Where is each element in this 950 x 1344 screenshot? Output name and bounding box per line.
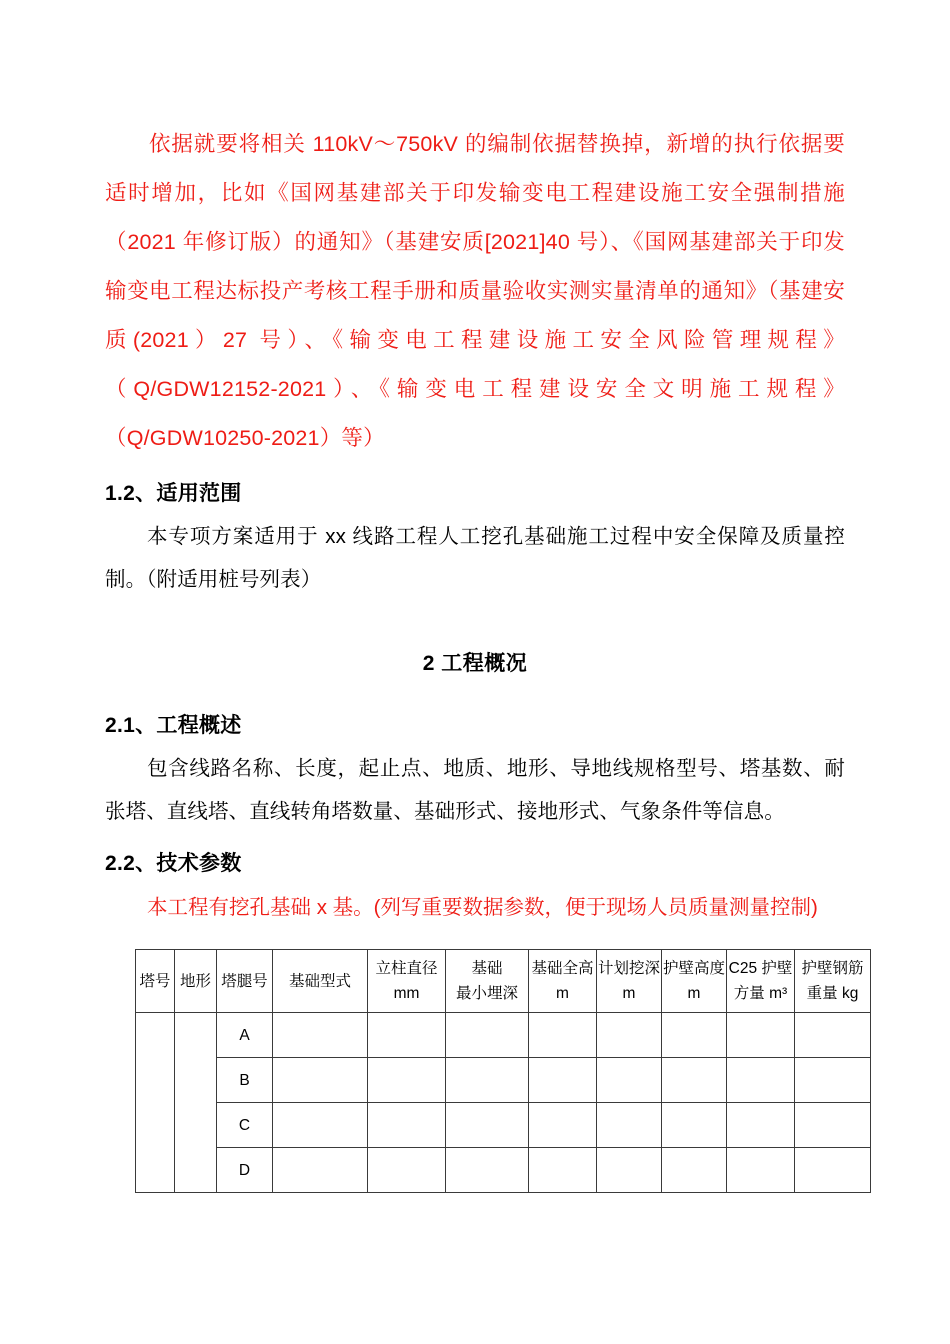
header-line1: 塔腿号 <box>221 972 268 990</box>
header-line1: 立柱直径 <box>375 960 438 977</box>
table-header-cell-column-diameter <box>368 950 446 1013</box>
table-cell-retaining-wall-height[interactable] <box>662 1103 727 1148</box>
heading-2-2: 2.2、技术参数 <box>105 852 242 875</box>
table-cell-rebar-weight[interactable] <box>795 1013 871 1058</box>
table-cell-total-height[interactable] <box>529 1013 597 1058</box>
paragraph-1-2-body: 本专项方案适用于 xx 线路工程人工挖孔基础施工过程中安全保障及质量控制。（附适用桩号列表） <box>105 525 845 591</box>
table-row <box>136 1148 871 1193</box>
table-header-cell-terrain <box>175 950 217 1013</box>
header-line1: 基础型式 <box>288 972 351 990</box>
paragraph-2-1-body: 包含线路名称、长度，起止点、地质、地形、导地线规格型号、塔基数、耐张塔、直线塔、直线转角塔数量、基础形式、接地形式、气象条件等信息。 <box>105 757 845 823</box>
table-cell-foundation-type[interactable] <box>273 1013 368 1058</box>
table-cell-total-height[interactable] <box>529 1103 597 1148</box>
header-line1: 基础 <box>471 960 503 977</box>
header-line1: 护壁高度 <box>663 960 726 977</box>
table-cell-total-height[interactable] <box>529 1058 597 1103</box>
table-cell-rebar-weight[interactable] <box>795 1103 871 1148</box>
table-cell-leg-no[interactable]: C <box>217 1103 273 1148</box>
table-cell-c25-volume[interactable] <box>727 1148 795 1193</box>
header-line1: C25 护壁 <box>728 960 793 977</box>
header-line1: 计划挖深 <box>598 960 661 977</box>
table-cell-c25-volume[interactable] <box>727 1103 795 1148</box>
header-line1: 护壁钢筋 <box>801 960 864 977</box>
table-header-cell-c25-volume <box>727 950 795 1013</box>
table-cell-total-height[interactable] <box>529 1148 597 1193</box>
heading-1-2: 1.2、适用范围 <box>105 482 242 505</box>
table-cell-leg-no[interactable]: B <box>217 1058 273 1103</box>
parameters-table <box>135 949 871 1193</box>
table-header-cell-tower-no <box>136 950 175 1013</box>
table-cell-planned-excavation-depth[interactable] <box>597 1013 662 1058</box>
table-cell-planned-excavation-depth[interactable] <box>597 1058 662 1103</box>
document-content <box>105 0 864 1193</box>
table-cell-retaining-wall-height[interactable] <box>662 1058 727 1103</box>
paragraph-2-2-red-note: 本工程有挖孔基础 x 基。(列写重要数据参数，便于现场人员质量测量控制) <box>147 896 818 919</box>
header-line2: m <box>687 985 701 1002</box>
red-intro-paragraph: 依据就要将相关 110kV～750kV 的编制依据替换掉，新增的执行依据要适时增加，比如《国网基建部关于印发输变电工程建设施工安全强制措施（2021 年修订版）的通知》（基建安质[2021]40 号）、《国网基建部关于印发输变电工程达标投产考核工程手册和质量验收实测实量清单的通知》（基建安质(2021）27 号）、《输变电工程建设施工安全风险管理规程》（Q/GDW12152-2021）、《输变电工程建设安全文明施工规程》（Q/GDW10250-2021）等） <box>105 132 845 450</box>
table-cell-leg-no[interactable]: D <box>217 1148 273 1193</box>
table-cell-tower-no[interactable] <box>136 1013 175 1193</box>
header-line2: m <box>622 985 636 1002</box>
parameters-table-wrapper <box>135 949 864 1193</box>
table-cell-min-burial-depth[interactable] <box>446 1148 529 1193</box>
heading-2-1: 2.1、工程概述 <box>105 714 242 737</box>
table-cell-column-diameter[interactable] <box>368 1058 446 1103</box>
table-cell-planned-excavation-depth[interactable] <box>597 1148 662 1193</box>
header-line1: 基础全高 <box>531 960 594 977</box>
table-row <box>136 1013 871 1058</box>
table-cell-column-diameter[interactable] <box>368 1103 446 1148</box>
table-cell-column-diameter[interactable] <box>368 1148 446 1193</box>
header-line2: 重量 kg <box>806 985 859 1002</box>
table-cell-retaining-wall-height[interactable] <box>662 1013 727 1058</box>
table-header-cell-retaining-wall-height <box>662 950 727 1013</box>
table-cell-foundation-type[interactable] <box>273 1103 368 1148</box>
header-line2: mm <box>393 985 420 1002</box>
table-row <box>136 1103 871 1148</box>
table-cell-rebar-weight[interactable] <box>795 1148 871 1193</box>
header-line1: 地形 <box>179 972 211 990</box>
table-cell-planned-excavation-depth[interactable] <box>597 1103 662 1148</box>
heading-2: 2 工程概况 <box>422 652 528 675</box>
table-row <box>136 1058 871 1103</box>
table-cell-leg-no[interactable]: A <box>217 1013 273 1058</box>
table-header-cell-total-height <box>529 950 597 1013</box>
table-cell-c25-volume[interactable] <box>727 1058 795 1103</box>
table-cell-foundation-type[interactable] <box>273 1148 368 1193</box>
table-header-row <box>136 950 871 1013</box>
table-header-cell-planned-excavation-depth <box>597 950 662 1013</box>
table-header-cell-rebar-weight <box>795 950 871 1013</box>
heading-spacer <box>105 681 845 695</box>
table-cell-min-burial-depth[interactable] <box>446 1058 529 1103</box>
header-line2: 最小埋深 <box>455 985 518 1002</box>
header-line2: m <box>556 985 569 1002</box>
table-cell-rebar-weight[interactable] <box>795 1058 871 1103</box>
table-cell-min-burial-depth[interactable] <box>446 1103 529 1148</box>
section-spacer <box>105 601 845 647</box>
header-line1: 塔号 <box>139 972 171 990</box>
table-header-cell-leg-no <box>217 950 273 1013</box>
table-cell-terrain[interactable] <box>175 1013 217 1193</box>
table-header-cell-foundation-type <box>273 950 368 1013</box>
table-cell-min-burial-depth[interactable] <box>446 1013 529 1058</box>
header-line2: 方量 m³ <box>733 985 788 1002</box>
table-header-cell-min-burial-depth <box>446 950 529 1013</box>
table-cell-column-diameter[interactable] <box>368 1013 446 1058</box>
table-cell-c25-volume[interactable] <box>727 1013 795 1058</box>
table-cell-foundation-type[interactable] <box>273 1058 368 1103</box>
table-cell-retaining-wall-height[interactable] <box>662 1148 727 1193</box>
